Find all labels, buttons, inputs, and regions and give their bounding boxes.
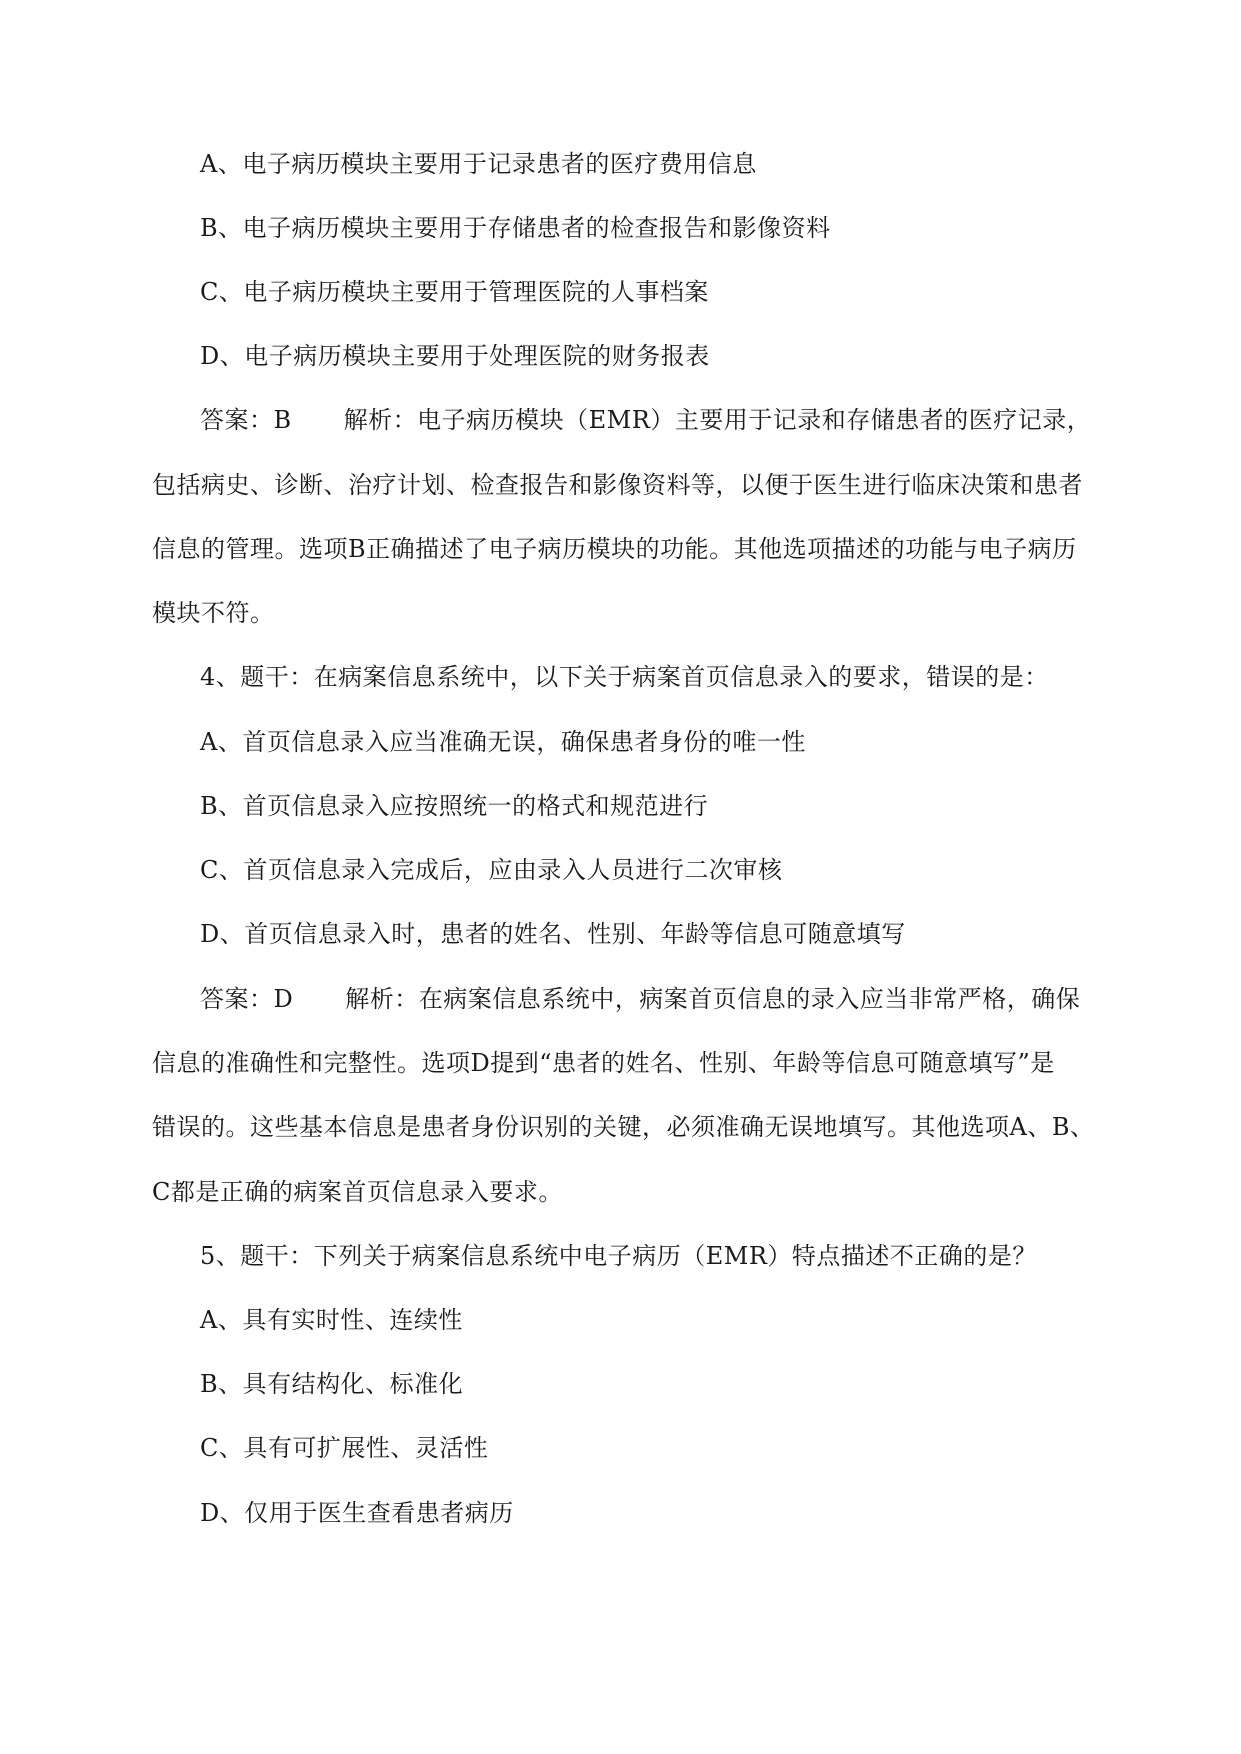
q5-option-a: A、具有实时性、连续性 bbox=[200, 1306, 463, 1334]
q4-analysis-line-2: 信息的准确性和完整性。选项D提到“患者的姓名、性别、年龄等信息可随意填写”是 bbox=[152, 1049, 1055, 1077]
q5-option-c: C、具有可扩展性、灵活性 bbox=[200, 1434, 489, 1462]
q3-option-b: B、电子病历模块主要用于存储患者的检查报告和影像资料 bbox=[200, 214, 831, 242]
q4-option-b: B、首页信息录入应按照统一的格式和规范进行 bbox=[200, 792, 709, 820]
q4-analysis-line-1: 解析：在病案信息系统中，病案首页信息的录入应当非常严格，确保 bbox=[345, 985, 1081, 1013]
q3-analysis-line-1: 解析：电子病历模块（EMR）主要用于记录和存储患者的医疗记录， bbox=[343, 406, 1092, 434]
q3-option-a: A、电子病历模块主要用于记录患者的医疗费用信息 bbox=[200, 150, 757, 178]
q3-option-c: C、电子病历模块主要用于管理医院的人事档案 bbox=[200, 278, 709, 306]
q4-analysis-line-4: C都是正确的病案首页信息录入要求。 bbox=[152, 1178, 563, 1206]
q3-analysis-line-2: 包括病史、诊断、治疗计划、检查报告和影像资料等，以便于医生进行临床决策和患者 bbox=[152, 471, 1083, 499]
q5-stem: 5、题干：下列关于病案信息系统中电子病历（EMR）特点描述不正确的是？ bbox=[200, 1242, 1037, 1270]
q3-analysis-line-4: 模块不符。 bbox=[152, 599, 275, 627]
q5-option-b: B、具有结构化、标准化 bbox=[200, 1370, 464, 1398]
q4-analysis-line-3: 错误的。这些基本信息是患者身份识别的关键，必须准确无误地填写。其他选项A、B、 bbox=[152, 1113, 1095, 1141]
q5-option-d: D、仅用于医生查看患者病历 bbox=[200, 1499, 514, 1527]
q4-answer: 答案：D bbox=[200, 985, 294, 1013]
q3-answer-line bbox=[200, 404, 1091, 436]
q4-option-a: A、首页信息录入应当准确无误，确保患者身份的唯一性 bbox=[200, 728, 806, 756]
q4-answer-line bbox=[200, 983, 1080, 1015]
q3-analysis-line-3: 信息的管理。选项B正确描述了电子病历模块的功能。其他选项描述的功能与电子病历 bbox=[152, 535, 1077, 563]
q3-answer: 答案：B bbox=[200, 406, 292, 434]
q4-option-c: C、首页信息录入完成后，应由录入人员进行二次审核 bbox=[200, 856, 783, 884]
q4-option-d: D、首页信息录入时，患者的姓名、性别、年龄等信息可随意填写 bbox=[200, 920, 906, 948]
q3-option-d: D、电子病历模块主要用于处理医院的财务报表 bbox=[200, 342, 710, 370]
q4-stem: 4、题干：在病案信息系统中，以下关于病案首页信息录入的要求，错误的是： bbox=[200, 663, 1049, 691]
